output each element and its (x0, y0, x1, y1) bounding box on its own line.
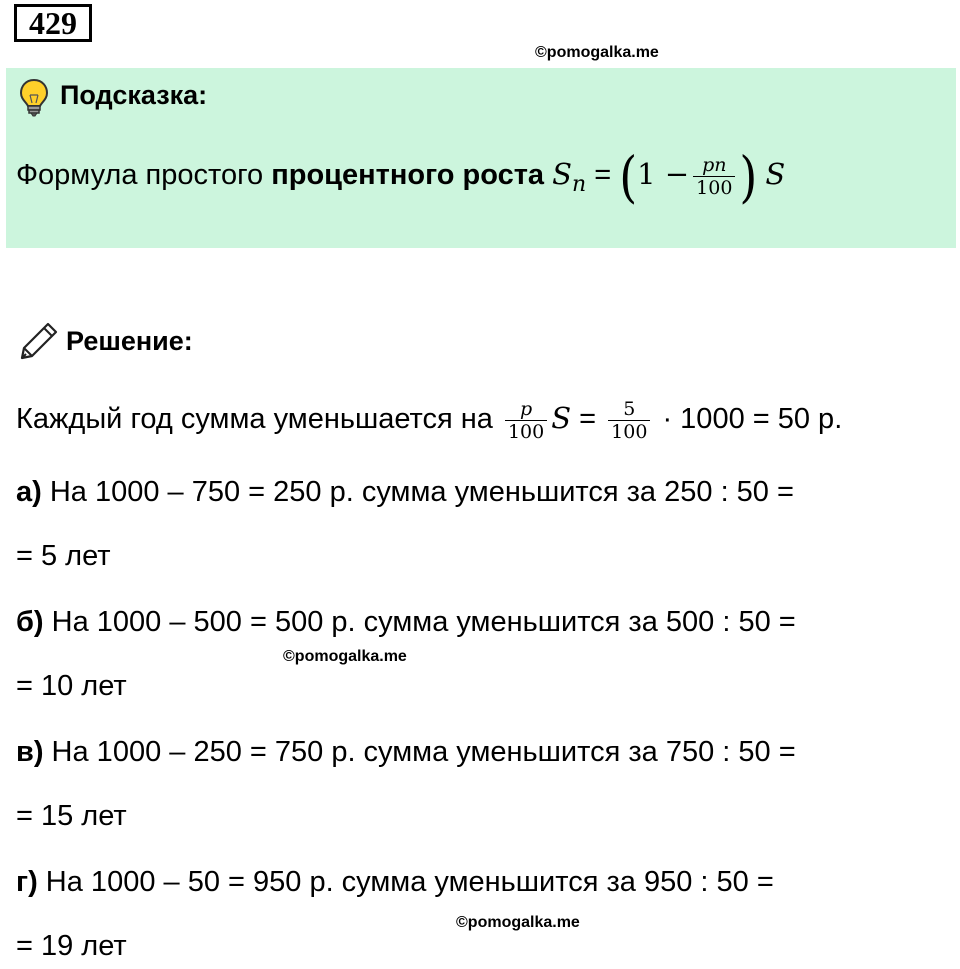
item-c (16, 734, 796, 770)
formula-paren-open: ( (619, 144, 638, 209)
intro-frac2-num: 5 (608, 398, 650, 421)
lightbulb-icon (18, 78, 50, 118)
hint-formula-line (16, 144, 786, 209)
formula-s: S (552, 157, 572, 192)
formula-paren-close: ) (739, 144, 758, 209)
item-d-label: г) (16, 866, 38, 898)
item-d (16, 864, 774, 900)
formula-num: pn (693, 154, 735, 177)
item-b-text: На 1000 – 500 = 500 р. сумма уменьшится за 500 : 50 = (43, 606, 796, 638)
solution-title: Решение: (66, 326, 193, 356)
item-a (16, 474, 794, 510)
formula-eq: = (594, 159, 612, 192)
intro-frac2-den: 100 (611, 421, 648, 443)
intro-frac1-num: p (505, 398, 547, 421)
item-b-result: = 10 лет (16, 670, 127, 702)
intro-suffix: · 1000 = 50 р. (662, 403, 843, 436)
item-c-result: = 15 лет (16, 800, 127, 832)
formula-den: 100 (696, 177, 733, 199)
intro-fraction-2 (608, 398, 650, 443)
item-a-text: На 1000 – 750 = 250 р. сумма уменьшится за 250 : 50 = (41, 476, 794, 508)
intro-text: Каждый год сумма уменьшается на (16, 403, 501, 436)
hint-text-bold: процентного роста (271, 159, 545, 192)
task-number: 429 (14, 4, 92, 42)
watermark-middle: ©pomogalka.me (283, 648, 407, 665)
item-b (16, 604, 796, 640)
formula-sub: n (571, 171, 587, 197)
formula-tail: S (765, 157, 786, 192)
watermark-bottom: ©pomogalka.me (456, 914, 580, 931)
item-b-label: б) (16, 606, 44, 638)
item-d-result: = 19 лет (16, 930, 127, 962)
item-d-text: На 1000 – 50 = 950 р. сумма уменьшится за 950 : 50 = (37, 866, 774, 898)
pencil-icon (18, 320, 60, 362)
intro-fraction-1 (505, 398, 547, 443)
formula-fraction (693, 154, 735, 199)
watermark-top: ©pomogalka.me (535, 44, 659, 61)
item-c-text: На 1000 – 250 = 750 р. сумма уменьшится за 750 : 50 = (43, 736, 796, 768)
item-a-result: = 5 лет (16, 540, 111, 572)
formula-one-minus: 1 − (637, 157, 690, 192)
hint-text: Формула простого (16, 159, 272, 192)
intro-frac1-den: 100 (507, 421, 545, 443)
intro-eq: = (579, 403, 597, 436)
intro-s: S (551, 401, 572, 436)
item-c-label: в) (16, 736, 44, 768)
hint-title: Подсказка: (60, 80, 208, 110)
item-a-label: а) (16, 476, 42, 508)
solution-intro (16, 398, 842, 443)
